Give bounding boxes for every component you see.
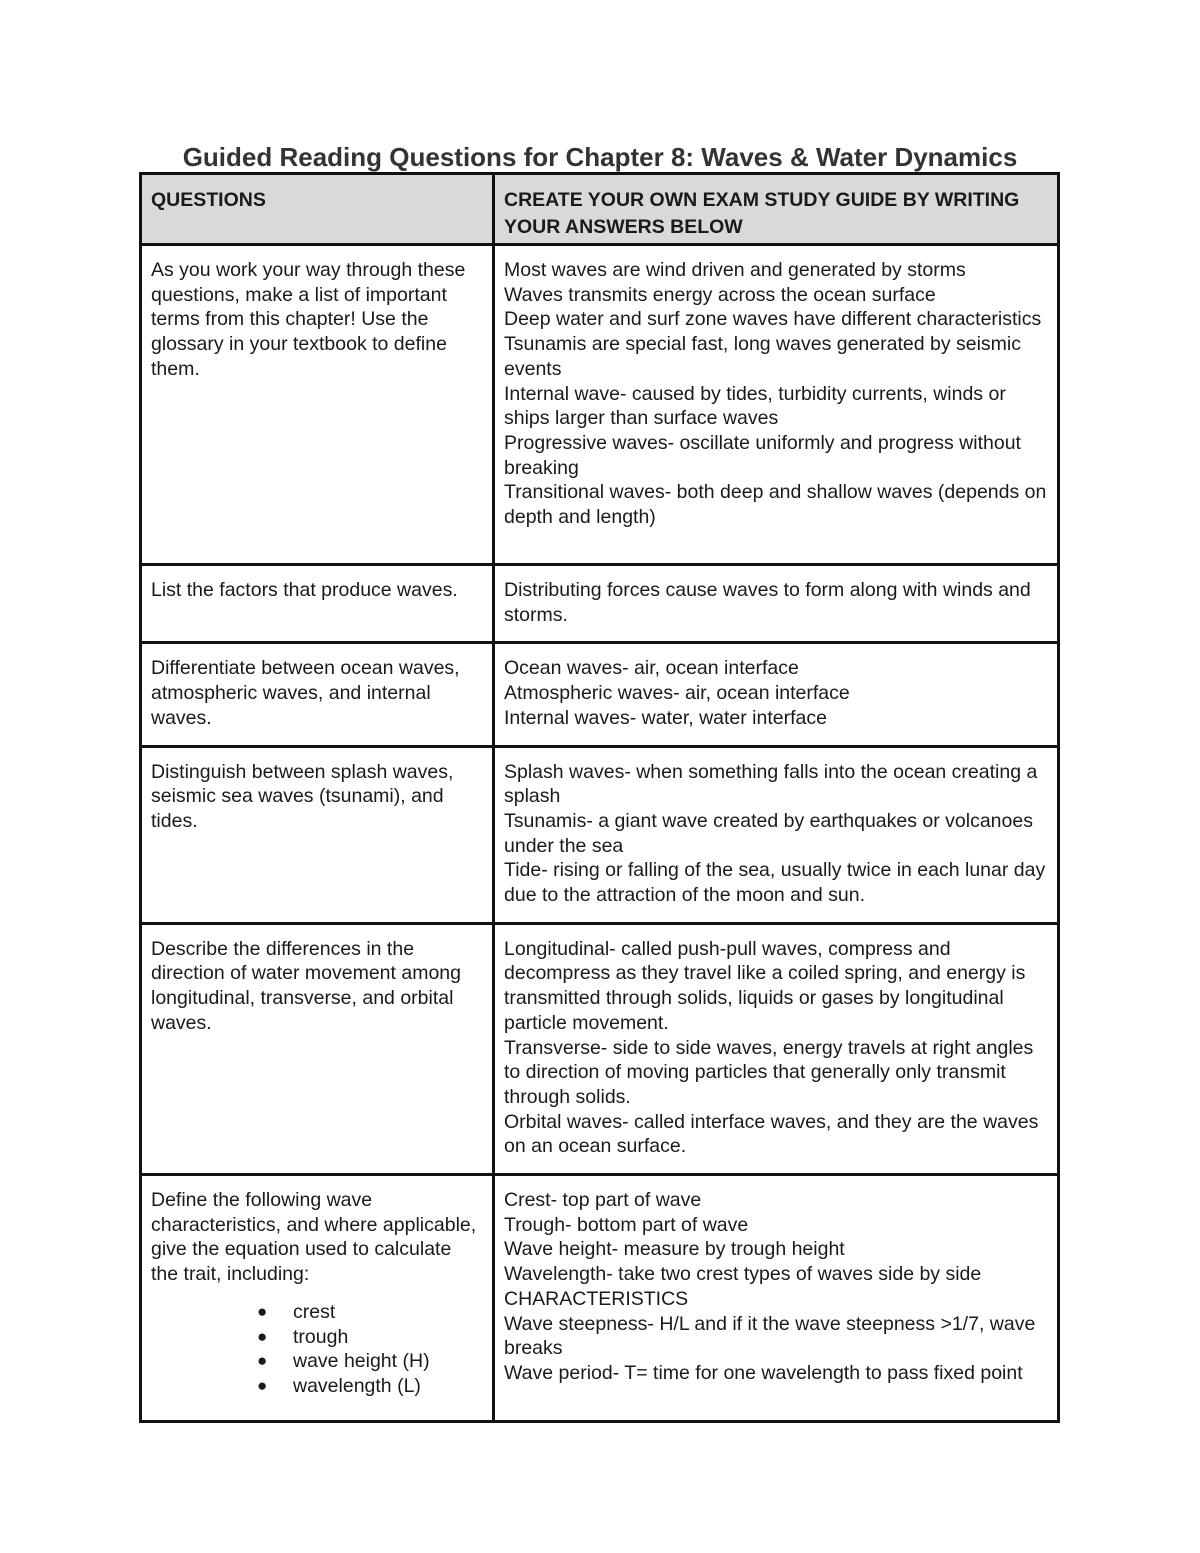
answer-line: Splash waves- when something falls into the ocean creating a splash	[504, 760, 1038, 808]
wave-characteristics-list	[151, 1300, 483, 1399]
answer-line: Internal wave- caused by tides, turbidity currents, winds or ships larger than surface waves	[504, 382, 1006, 430]
answer-line: Distributing forces cause waves to form along with winds and storms.	[504, 579, 1031, 626]
list-item	[257, 1349, 483, 1374]
bullet-icon: ●	[257, 1375, 268, 1395]
answer-line: Transverse- side to side waves, energy travels at right angles to direction of moving particles that generally only transmit through solids.	[504, 1036, 1034, 1108]
table-row	[141, 643, 1059, 746]
answer-line: Crest- top part of wave	[504, 1189, 702, 1212]
answer-line: Wave period- T= time for one wavelength to pass fixed point	[504, 1361, 1023, 1384]
table-row	[141, 245, 1059, 565]
table-row	[141, 1175, 1059, 1422]
question-cell: As you work your way through these questions, make a list of important terms from this chapter! Use the glossary in your textbook to define them.	[141, 245, 494, 565]
table-header-row	[141, 174, 1059, 245]
list-item-label: crest	[293, 1300, 336, 1323]
answer-line: Tsunamis are special fast, long waves generated by seismic events	[504, 333, 1021, 380]
question-text: Define the following wave characteristics, and where applicable, give the equation used to calculate the trait, including:	[151, 1189, 477, 1286]
answer-line: Progressive waves- oscillate uniformly and progress without breaking	[504, 431, 1021, 479]
table-row	[141, 565, 1059, 643]
answer-line: Most waves are wind driven and generated by storms	[504, 259, 966, 281]
list-item-label: wave height (H)	[293, 1350, 430, 1373]
answer-cell	[494, 923, 1059, 1174]
answer-line: CHARACTERISTICS	[504, 1287, 689, 1310]
answer-line: Atmospheric waves- air, ocean interface	[504, 682, 850, 705]
answer-line: Internal waves- water, water interface	[504, 706, 827, 729]
list-item	[257, 1325, 483, 1350]
bullet-icon: ●	[257, 1301, 268, 1321]
answer-cell	[494, 245, 1059, 565]
bullet-icon: ●	[257, 1351, 268, 1371]
question-cell: List the factors that produce waves.	[141, 565, 494, 643]
study-guide-table	[139, 172, 1060, 1423]
list-item	[257, 1374, 483, 1399]
answer-cell	[494, 643, 1059, 746]
answer-cell	[494, 1175, 1059, 1422]
answers-header: CREATE YOUR OWN EXAM STUDY GUIDE BY WRITING YOUR ANSWERS BELOW	[494, 174, 1059, 245]
answer-line: Wavelength- take two crest types of waves side by side	[504, 1263, 982, 1286]
question-cell: Distinguish between splash waves, seismic sea waves (tsunami), and tides.	[141, 746, 494, 923]
answer-line: Wave steepness- H/L and if it the wave steepness >1/7, wave breaks	[504, 1312, 1036, 1360]
answer-line: Waves transmits energy across the ocean surface	[504, 283, 936, 306]
answer-cell	[494, 565, 1059, 643]
list-item-label: trough	[293, 1325, 349, 1348]
table-row	[141, 923, 1059, 1174]
answer-line: Ocean waves- air, ocean interface	[504, 657, 799, 680]
question-cell: Differentiate between ocean waves, atmospheric waves, and internal waves.	[141, 643, 494, 746]
list-item	[257, 1300, 483, 1325]
questions-header: QUESTIONS	[141, 174, 494, 245]
answer-line: Deep water and surf zone waves have different characteristics	[504, 308, 1042, 331]
table-row	[141, 746, 1059, 923]
question-cell: Describe the differences in the direction of water movement among longitudinal, transverse, and orbital waves.	[141, 923, 494, 1174]
answer-line: Tide- rising or falling of the sea, usually twice in each lunar day due to the attraction of the moon and sun.	[504, 859, 1046, 907]
answer-line: Tsunamis- a giant wave created by earthquakes or volcanoes under the sea	[504, 809, 1033, 857]
answer-cell	[494, 746, 1059, 923]
page-title: Guided Reading Questions for Chapter 8: Waves & Water Dynamics	[182, 142, 1018, 172]
answer-line: Orbital waves- called interface waves, and they are the waves on an ocean surface.	[504, 1110, 1039, 1158]
answer-line: Trough- bottom part of wave	[504, 1213, 749, 1236]
question-cell	[141, 1175, 494, 1422]
answer-line: Longitudinal- called push-pull waves, compress and decompress as they travel like a coiled spring, and energy is transmitted through solids, liquids or gases by longitudinal particle movement.	[504, 937, 1026, 1034]
list-item-label: wavelength (L)	[293, 1374, 421, 1397]
bullet-icon: ●	[257, 1326, 268, 1346]
answer-line: Transitional waves- both deep and shallow waves (depends on depth and length)	[504, 481, 1047, 529]
answer-line: Wave height- measure by trough height	[504, 1238, 845, 1261]
